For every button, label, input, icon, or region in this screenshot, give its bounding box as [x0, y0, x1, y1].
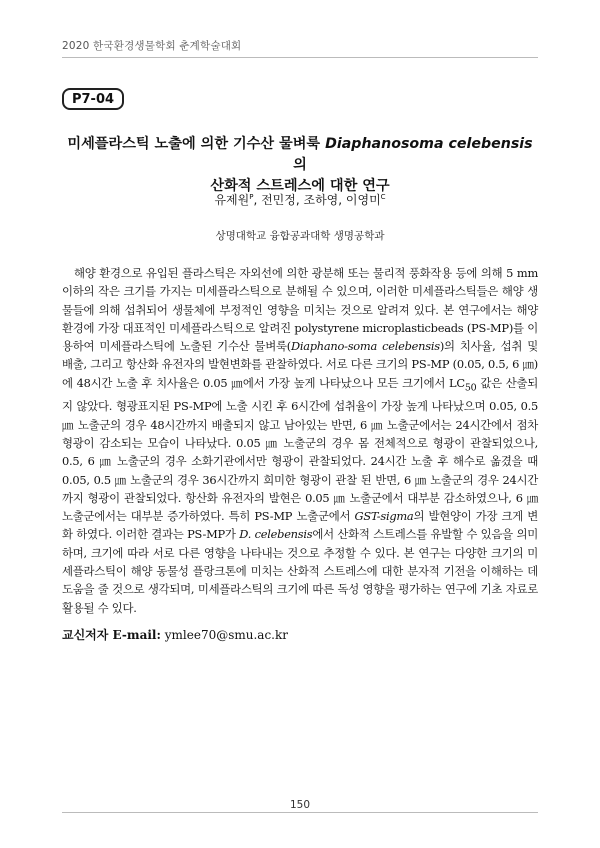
author-presenting: 유제원 — [214, 193, 250, 207]
abstract-species-abbrev: D. celebensis — [239, 527, 313, 542]
title-line1-prefix: 미세플라스틱 노출에 의한 기수산 물벼룩 — [67, 136, 326, 152]
presentation-code-badge: P7-04 — [62, 88, 124, 110]
abstract-body — [62, 264, 538, 617]
abstract-text-1: 해양 환경으로 유입된 플라스틱은 자외선에 의한 광분해 또는 물리적 풍화작용 등에 의해 5 mm 이하의 작은 크기를 가지는 미세플라스틱으로 분해될 수 있으며, 이러한 미세플라스틱들은 해양 생물들에 의해 섭취되어 생물체에 부정적인 영향을 미치는 것으로 알려져 있다. 본 연구에서는 해양 환경에 가장 대표적인 미세플라스틱으로 알려진 polystyrene microplasticbeads (PS-MP)를 이용하여 미세플라스틱에 노출된 기수산 물벼룩( — [62, 266, 538, 354]
paper-title — [62, 134, 538, 197]
lc50-subscript: 50 — [464, 382, 477, 394]
author-others: , 전민정, 조하영, 이영미 — [253, 193, 381, 207]
running-header: 2020 한국환경생물학회 춘계학술대회 — [62, 40, 242, 52]
footer-divider — [62, 812, 538, 813]
abstract-text-2: )의 치사율, 섭취 및 배출, 그리고 항산화 유전자의 발현변화를 관찰하였다. 서로 다른 크기의 PS-MP (0.05, 0.5, 6 ㎛)에 48시간 노출 후 치사율은 0.05 ㎛에서 가장 높게 나타났으나 모든 크기에서 LC — [62, 339, 538, 390]
presenter-mark: P — [249, 193, 254, 201]
title-line2: 산화적 스트레스에 대한 연구 — [210, 178, 390, 194]
header-divider — [62, 57, 538, 58]
title-species-name: Diaphanosoma celebensis — [325, 136, 533, 152]
abstract-text-5: 에서 산화적 스트레스를 유발할 수 있음을 의미하며, 크기에 따라 서로 다른 영향을 나타내는 것으로 추정할 수 있다. 본 연구는 다양한 크기의 미세플라스틱이 해양 동물성 플랑크톤에 미치는 산화적 스트레스에 대한 분자적 기전을 이해하는 데 도움을 줄 것으로 생각되며, 미세플라스틱의 크기에 따른 독성 영향을 평가하는 연구에 기초 자료로 활용될 수 있다. — [62, 527, 538, 615]
abstract-paragraph — [62, 264, 538, 617]
title-line1-suffix: 의 — [293, 157, 307, 173]
corresponding-mark: C — [380, 193, 386, 201]
abstract-text-4: 의 발현양이 가장 크게 변화 하였다. 이러한 결과는 PS-MP가 — [62, 509, 538, 542]
author-list — [62, 191, 538, 208]
abstract-gene-name: GST-sigma — [354, 509, 414, 524]
page-number: 150 — [289, 799, 311, 811]
affiliation: 상명대학교 융합공과대학 생명공학과 — [215, 230, 385, 242]
abstract-species: Diaphano-soma celebensis — [290, 339, 440, 354]
contact-label: 교신저자 E-mail: — [62, 628, 161, 642]
contact-email[interactable]: ymlee70@smu.ac.kr — [164, 628, 288, 642]
contact-line — [62, 626, 288, 643]
abstract-text-3: 값은 산출되지 않았다. 형광표지된 PS-MP에 노출 시킨 후 6시간에 섭취율이 가장 높게 나타났으며 0.05, 0.5 ㎛ 노출군의 경우 48시간까지 배출되지 않고 남아있는 반면, 6 ㎛ 노출군에서는 24시간에서 점차 형광이 감소되는 모습이 나타났다. 0.05 ㎛ 노출군의 경우 몸 전체적으로 형광이 관찰되었으나, 0.5, 6 ㎛ 노출군의 경우 소화기관에서만 형광이 관찰되었다. 24시간 노출 후 해수로 옮겼을 때 0.05, 0.5 ㎛ 노출군의 경우 36시간까지 희미한 형광이 관찰 된 반면, 6 ㎛ 노출군의 경우 24시간까지 형광이 관찰되었다. 항산화 유전자의 발현은 0.05 ㎛ 노출군에서 대부분 감소하였으나, 6 ㎛ 노출군에서는 대부분 증가하였다. 특히 PS-MP 노출군에서 — [62, 375, 538, 524]
